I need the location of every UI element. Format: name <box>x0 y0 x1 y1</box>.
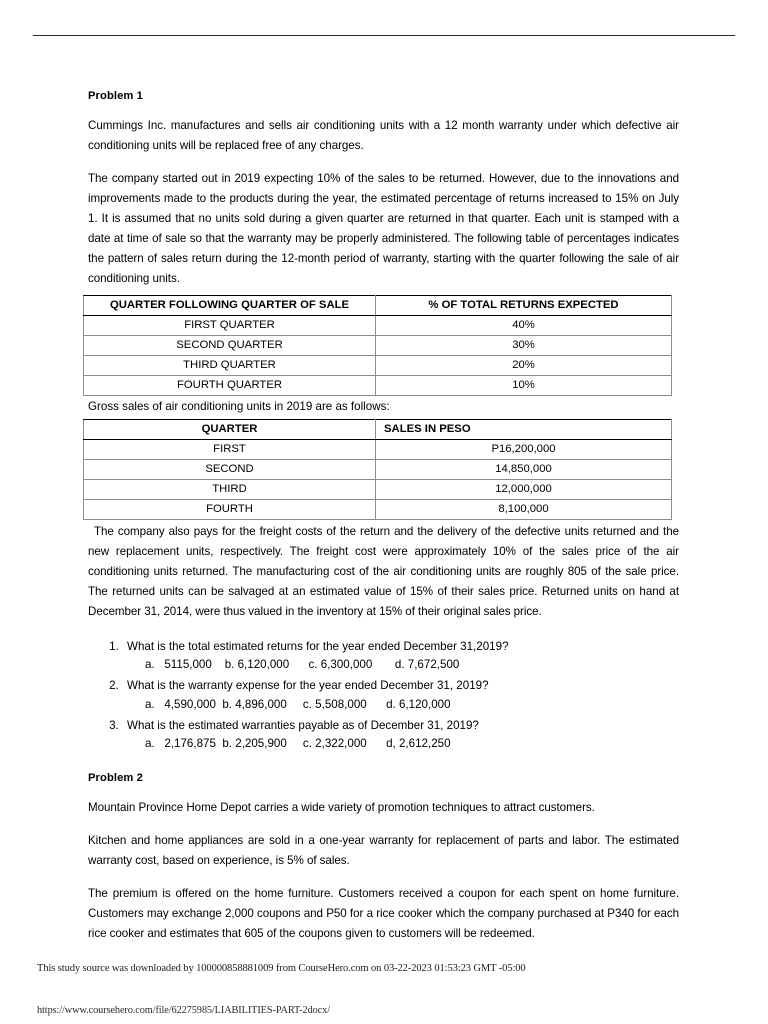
problem-1-question-list <box>88 638 679 755</box>
problem-1-heading: Problem 1 <box>88 90 143 102</box>
cell-sales: P16,200,000 <box>376 439 672 459</box>
cell-quarter: SECOND <box>84 459 376 479</box>
problem-2-paragraph-1: Mountain Province Home Depot carries a wide variety of promotion techniques to attract customers. <box>88 801 595 815</box>
problem-1-paragraph-2: The company started out in 2019 expecting 10% of the sales to be returned. However, due to the innovations and improvements made to the products during the year, the estimated percentage of returns increased to 15% on July 1. It is assumed that no units sold during a given quarter are returned in that quarter. Each unit is stamped with a date at time of sale so that the warranty may be properly administered. The following table of percentages indicates the pattern of sales return during the 12-month period of warranty, starting with the quarter following the sale of air conditioning units. <box>88 171 679 285</box>
cell-quarter: THIRD <box>84 479 376 499</box>
table-row <box>84 479 672 499</box>
cell-quarter: FOURTH <box>84 499 376 519</box>
cell-sales: 8,100,000 <box>376 499 672 519</box>
question-item <box>122 638 679 676</box>
cell-quarter: FOURTH QUARTER <box>84 375 376 395</box>
cell-sales: 12,000,000 <box>376 479 672 499</box>
question-item <box>122 717 679 755</box>
header-divider-rule <box>33 35 735 36</box>
question-choices: a. 2,176,875 b. 2,205,900 c. 2,322,000 d, 2,612,250 <box>145 737 451 751</box>
question-choices: a. 4,590,000 b. 4,896,000 c. 5,508,000 d. 6,120,000 <box>145 697 451 711</box>
column-header-quarter-following: QUARTER FOLLOWING QUARTER OF SALE <box>84 295 376 315</box>
cell-quarter: SECOND QUARTER <box>84 335 376 355</box>
cell-quarter: FIRST <box>84 439 376 459</box>
cell-quarter: FIRST QUARTER <box>84 315 376 335</box>
column-header-sales-in-peso: SALES IN PESO <box>376 419 672 439</box>
cell-sales: 14,850,000 <box>376 459 672 479</box>
table-header-row <box>84 295 672 315</box>
table-row <box>84 459 672 479</box>
column-header-percent-returns: % OF TOTAL RETURNS EXPECTED <box>376 295 672 315</box>
table-row <box>84 315 672 335</box>
problem-2-paragraph-3: The premium is offered on the home furniture. Customers received a coupon for each spent on home furniture. Customers may exchange 2,000 coupons and P50 for a rice cooker which the company purchased at P340 for each rice cooker and estimates that 605 of the coupons given to customers will be redeemed. <box>88 887 679 940</box>
cell-percent: 40% <box>376 315 672 335</box>
table-row <box>84 335 672 355</box>
gross-sales-note: Gross sales of air conditioning units in 2019 are as follows: <box>88 399 390 413</box>
download-source-note: This study source was downloaded by 100000858881009 from CourseHero.com on 03-22-2023 01:53:23 GMT -05:00 <box>37 963 526 974</box>
table-row <box>84 355 672 375</box>
table-header-row <box>84 419 672 439</box>
table-row <box>84 375 672 395</box>
column-header-quarter: QUARTER <box>84 419 376 439</box>
problem-2-heading: Problem 2 <box>88 772 143 785</box>
source-url[interactable]: https://www.coursehero.com/file/62275985/LIABILITIES-PART-2docx/ <box>37 1005 330 1016</box>
cell-percent: 30% <box>376 335 672 355</box>
question-choices: a. 5115,000 b. 6,120,000 c. 6,300,000 d. 7,672,500 <box>145 658 460 672</box>
returns-percentage-table <box>83 295 672 396</box>
document-body <box>88 90 679 957</box>
question-text: What is the warranty expense for the year ended December 31, 2019? <box>127 679 489 693</box>
problem-1-paragraph-1: Cummings Inc. manufactures and sells air conditioning units with a 12 month warranty under which defective air conditioning units will be replaced free of any charges. <box>88 119 679 152</box>
problem-2-paragraph-2: Kitchen and home appliances are sold in a one-year warranty for replacement of parts and labor. The estimated warranty cost, based on experience, is 5% of sales. <box>88 834 679 868</box>
table-row <box>84 439 672 459</box>
question-text: What is the estimated warranties payable as of December 31, 2019? <box>127 718 479 732</box>
problem-1-paragraph-3: The company also pays for the freight costs of the return and the delivery of the defective units returned and the new replacement units, respectively. The freight cost were approximately 10% of the sales price of the air conditioning units returned. The manufacturing cost of the air conditioning units are roughly 805 of the sale price. The returned units can be salvaged at an estimated value of 15% of their sales price. Returned units on hand at December 31, 2014, were thus valued in the inventory at 15% of their original sales price. <box>88 524 679 618</box>
question-text: What is the total estimated returns for the year ended December 31,2019? <box>127 639 509 653</box>
cell-percent: 20% <box>376 355 672 375</box>
gross-sales-table <box>83 419 672 520</box>
question-item <box>122 677 679 715</box>
cell-quarter: THIRD QUARTER <box>84 355 376 375</box>
cell-percent: 10% <box>376 375 672 395</box>
table-row <box>84 499 672 519</box>
